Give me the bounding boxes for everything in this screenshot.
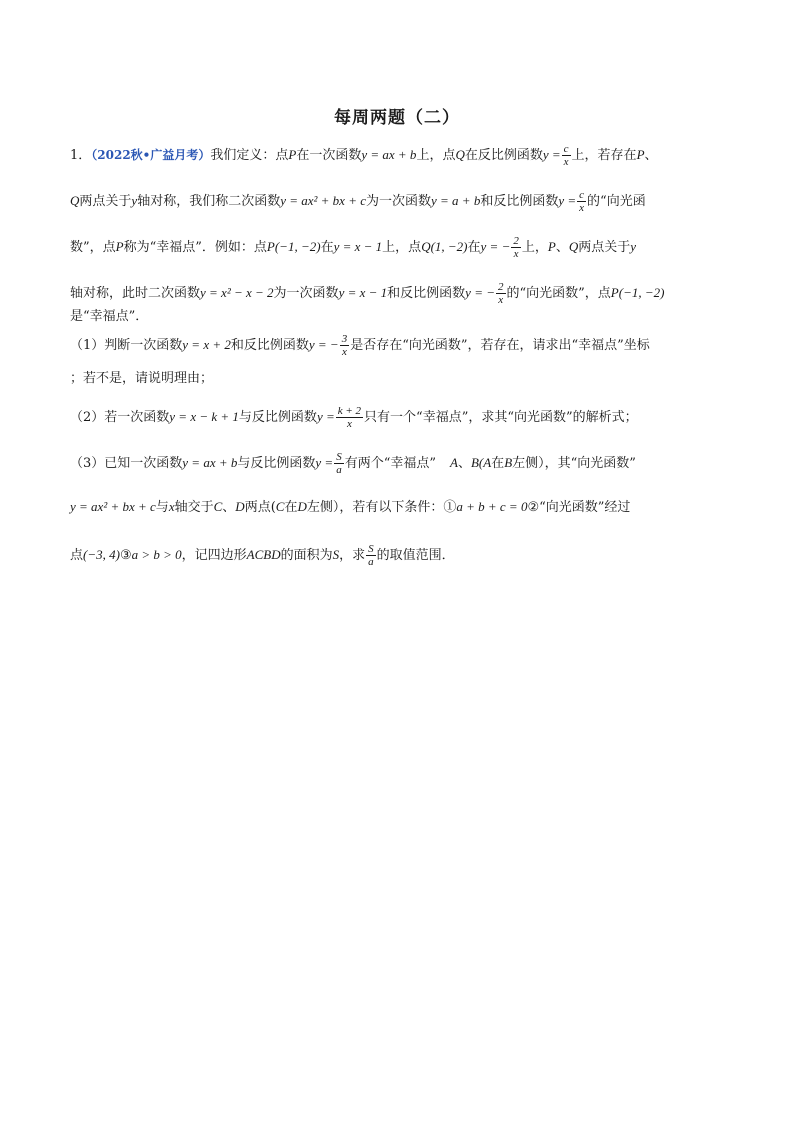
fraction [562,143,571,168]
math: C [213,499,223,514]
text: （2）若一次函数 [70,410,170,425]
text: （1）判断一次函数 [70,338,183,353]
page-title: 每周两题（二） [334,108,460,128]
fraction-numerator: 3 [341,333,348,345]
math: y = x + 2 [182,337,231,352]
text: ，记四边形 [181,548,247,563]
text: 、 [644,148,658,163]
q1-line-1 [70,143,730,168]
text: 在 [467,240,481,255]
text: 是否存在“向光函数”，若存在，请求出“幸福点”坐标 [350,338,650,353]
text: 轴对称，我们称二次函数 [137,194,281,209]
text: 只有一个“幸福点”，求其“向光函数”的解析式； [364,410,638,425]
text: 上，点 [416,148,456,163]
text: 有两个“幸福点” [344,456,436,471]
text: 我们定义：点 [210,148,289,163]
math: P [636,147,645,162]
q1-part-2 [70,405,730,430]
text: 为一次函数 [273,286,339,301]
question-source: （2022秋•广益月考） [91,148,211,162]
math: y = ax² + bx + c [70,499,156,514]
text: 轴交于 [174,500,214,515]
math: Q [568,239,579,254]
fraction [496,281,506,306]
fraction-numerator: c [563,143,569,155]
text: 在反比例函数 [464,148,543,163]
q1-line-5 [70,307,730,327]
math: y = [316,409,335,424]
fraction-numerator: S [368,543,374,555]
fraction-denominator: a [336,464,342,476]
text: 两点关于 [79,194,132,209]
math: B [504,455,513,470]
text: 的“向光函数”，点 [506,286,611,301]
math: P(−1, −2) [610,285,665,300]
math: S [332,547,340,562]
text: 的取值范围． [376,548,455,563]
math: a > b > 0 [131,547,182,562]
text: 点 [70,548,84,563]
math: y = x² − x − 2 [200,285,274,300]
math: Q [70,193,80,208]
math: ACBD [246,547,281,562]
math: Q [455,147,465,162]
fraction-numerator: 2 [498,281,504,293]
math: C [275,499,285,514]
math: y = [542,147,561,162]
question-1 [70,143,730,568]
fraction-numerator: 2 [513,235,519,247]
math: y = ax + b [182,455,238,470]
math: P(−1, −2) [266,239,321,254]
fraction-denominator: x [513,248,519,260]
math: y = x − k + 1 [169,409,239,424]
math: A [449,455,458,470]
fraction [511,235,521,260]
text: 和反比例函数 [387,286,466,301]
math: Q(1, −2) [421,239,468,254]
text: 、 [222,500,236,515]
q1-part-3-line-1 [70,451,730,476]
math: y = x − 1 [333,239,383,254]
text: 在 [320,240,334,255]
math: y = ax + b [361,147,417,162]
text: （3）已知一次函数 [70,456,183,471]
text: 与 [155,500,169,515]
math: y = ax² + bx + c [280,193,366,208]
q1-part-3-line-2 [70,497,730,517]
fraction [336,405,363,430]
math: D [235,499,245,514]
fraction-denominator: x [342,346,347,358]
math: (−3, 4) [83,547,120,562]
math: y [131,193,138,208]
q1-line-2 [70,189,730,214]
math: D [297,499,307,514]
text: 轴对称，此时二次函数 [70,286,201,301]
text: 为一次函数 [366,194,432,209]
q1-part-1-line-1 [70,333,730,358]
math: y = x − 1 [338,285,388,300]
text: ；若不是，请说明理由； [70,371,214,386]
math: y = − [308,337,339,352]
text: 在一次函数 [296,148,362,163]
text: 上， [521,240,548,255]
fraction-numerator: S [336,451,342,463]
fraction [366,543,376,568]
text: 的“向光函 [587,194,646,209]
math: B(A [470,455,492,470]
text: 的面积为 [280,548,333,563]
math: x [168,499,175,514]
fraction [334,451,344,476]
text: 在 [491,456,505,471]
text: 在 [284,500,298,515]
q1-part-3-line-3 [70,543,730,568]
math: y = a + b [431,193,481,208]
fraction [577,189,586,214]
math: a + b + c = 0 [456,499,528,514]
question-number: 1． [70,148,92,163]
fraction-numerator: c [579,189,585,201]
q1-line-3 [70,235,730,260]
text: 和反比例函数 [480,194,559,209]
math: y = [558,193,577,208]
fraction-denominator: a [368,556,374,568]
text: ②“向光函数”经过 [527,500,631,515]
text: 左侧），若有以下条件：① [306,500,457,515]
fraction-denominator: x [346,418,352,430]
fraction [340,333,350,358]
text: ③ [119,548,132,563]
text: 两点( [244,500,276,515]
math: P [115,239,124,254]
math: P [288,147,297,162]
text: 上，若存在 [571,148,637,163]
text: 是“幸福点”． [70,309,149,324]
fraction-numerator: k + 2 [337,405,362,417]
text: 与反比例函数 [237,456,316,471]
math: y = − [480,239,511,254]
text: 两点关于 [578,240,631,255]
text: 数”，点 [70,240,116,255]
math: y [630,239,637,254]
fraction-denominator: x [498,294,504,306]
text: 和反比例函数 [230,338,309,353]
text: 左侧），其“向光函数” [512,456,636,471]
math: P [547,239,556,254]
math: y = [315,455,334,470]
math: y = − [465,285,495,300]
text: 上，点 [382,240,422,255]
fraction-denominator: x [579,202,585,214]
text: ，求 [339,548,366,563]
fraction-denominator: x [563,156,569,168]
q1-part-1-line-2 [70,369,730,389]
q1-line-4 [70,281,730,306]
text: 与反比例函数 [238,410,317,425]
text: 、 [555,240,569,255]
text: 称为“幸福点”．例如：点 [123,240,267,255]
text: 、 [457,456,471,471]
